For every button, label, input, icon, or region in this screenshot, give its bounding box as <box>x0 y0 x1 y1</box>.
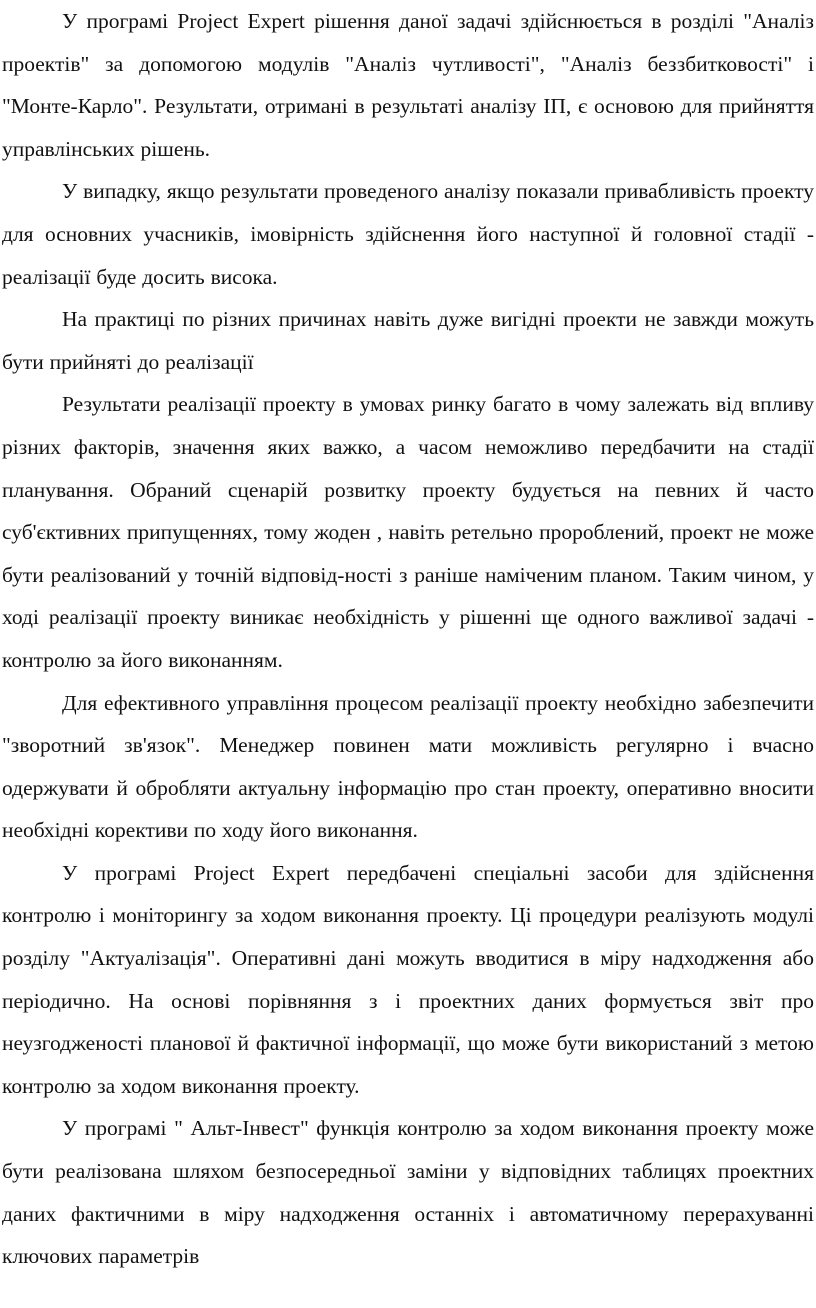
paragraph-analysis-modules: У програмі Project Expert рішення даної задачі здійснюється в розділі "Аналіз проектів" за допомогою модулів "Аналіз чутливості", "Аналіз беззбитковості" і "Монте-Карло". Результати, отримані в результаті аналізу ІП, є основою для прийняття управлінських рішень. <box>2 9 814 161</box>
paragraph-project-expert-monitoring: У програмі Project Expert передбачені спеціальні засоби для здійснення контролю і моніторингу за ходом виконання проекту. Ці процедури реалізують модулі розділу "Актуалізація". Оперативні дані можуть вводитися в міру надходження або періодично. На основі порівняння з і проектних даних формується звіт про неузгодженості планової й фактичної інформації, що може бути використаний з метою контролю за ходом виконання проекту. <box>2 860 814 1098</box>
paragraph-implementation-results: Результати реалізації проекту в умовах ринку багато в чому залежать від впливу різних факторів, значення яких важко, а часом неможливо передбачити на стадії планування. Обраний сценарій розвитку проекту будується на певних й часто суб'єктивних припущеннях, тому жоден , навіть ретельно пророблений, проект не може бути реалізований у точній відповід-ності з раніше наміченим планом. Таким чином, у ході реалізації проекту виникає необхідність у рішенні ще одного важливої задачі - контролю за його виконанням. <box>2 392 814 672</box>
paragraph-feedback: Для ефективного управління процесом реалізації проекту необхідно забезпечити "зворотний зв'язок". Менеджер повинен мати можливість регулярно і вчасно одержувати й обробляти актуальну інформацію про стан проекту, оперативно вносити необхідні корективи по ходу його виконання. <box>2 690 814 843</box>
paragraph-practice: На практиці по різних причинах навіть дуже вигідні проекти не завжди можуть бути прийняті до реалізації <box>2 307 814 374</box>
paragraph-project-attractiveness: У випадку, якщо результати проведеного аналізу показали привабливість проекту для основних учасників, імовірність здійснення його наступної й головної стадії - реалізації буде досить висока. <box>2 179 814 289</box>
paragraph-alt-invest: У програмі " Альт-Інвест" функція контролю за ходом виконання проекту може бути реалізована шляхом безпосередньої заміни у відповідних таблицях проектних даних фактичними в міру надходження останніх і автоматичному перерахуванні ключових параметрів <box>2 1116 814 1269</box>
